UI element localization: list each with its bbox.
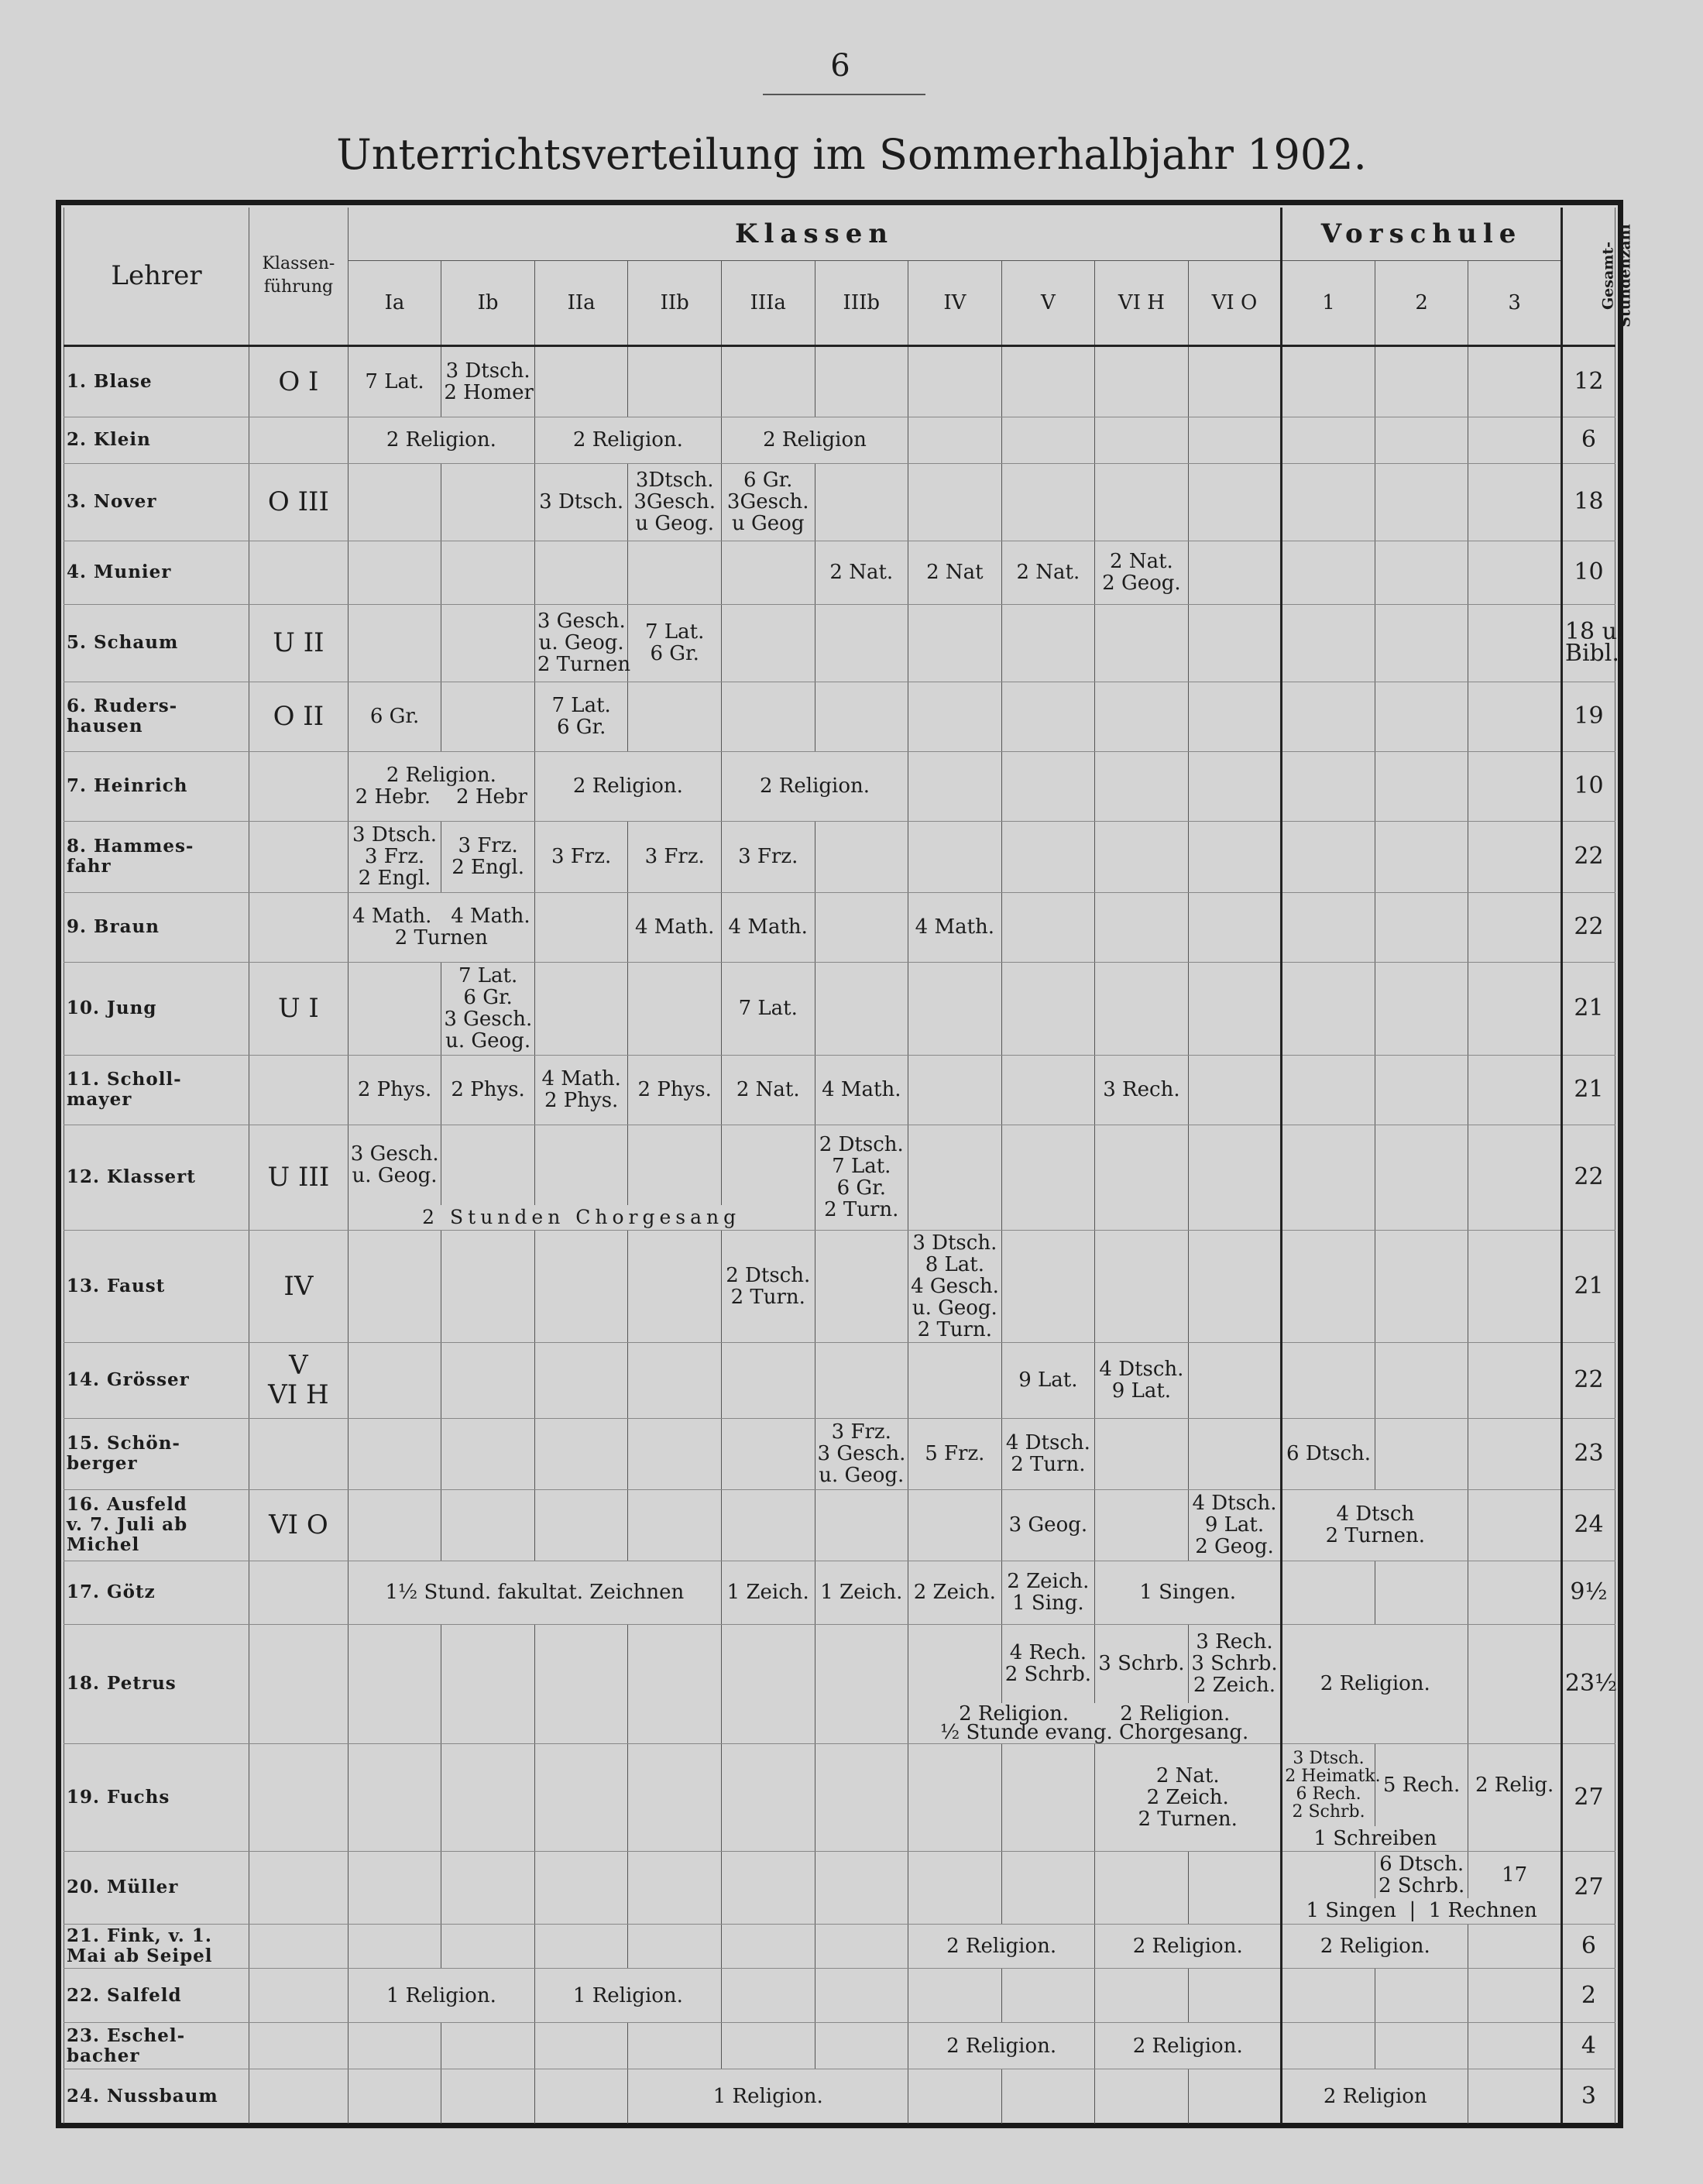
lesson-cell: 2 Religion — [721, 417, 908, 463]
lesson-cell: 2 Religion. — [534, 417, 721, 463]
lesson-cell: 3 Gesch. u. Geog. 2 Turnen — [534, 604, 628, 682]
lesson-cell: 2 Nat. — [721, 1055, 815, 1125]
total-hours: 6 — [1561, 417, 1615, 463]
lesson-cell: 1 Religion. — [628, 2069, 908, 2124]
page-number: 6 — [830, 48, 850, 84]
lesson-cell: 3Dtsch. 3Gesch. u Geog. — [628, 463, 722, 541]
teacher-name: 1. Blase — [64, 345, 249, 417]
total-hours: 10 — [1561, 751, 1615, 821]
header-klassen: Klassen — [348, 208, 1281, 260]
lesson-cell: 2 Nat. 2 Geog. — [1095, 541, 1189, 604]
teacher-name: 20. Müller — [64, 1851, 249, 1925]
lesson-cell: 3 Frz. — [628, 821, 722, 892]
lesson-cell: 3 Dtsch. 3 Frz. 2 Engl. — [348, 821, 441, 892]
class-leadership: O II — [249, 682, 348, 751]
lesson-cell: 1 Schreiben — [1282, 1826, 1468, 1852]
total-hours: 22 — [1561, 821, 1615, 892]
teacher-name: 15. Schön- berger — [64, 1418, 249, 1489]
class-leadership: U II — [249, 604, 348, 682]
class-leadership: IV — [249, 1230, 348, 1342]
class-header: IIIa — [721, 260, 815, 345]
lesson-cell: 4 Rech. 2 Schrb. — [1001, 1624, 1095, 1703]
page-number-rule — [763, 94, 925, 95]
lesson-cell: 2 Zeich. 1 Sing. — [1001, 1561, 1095, 1624]
lesson-cell: 3 Frz. 3 Gesch. u. Geog. — [815, 1418, 908, 1489]
teaching-distribution-table — [64, 208, 1634, 2124]
lesson-cell: 7 Lat. — [348, 345, 441, 417]
teacher-name: 9. Braun — [64, 892, 249, 962]
lesson-cell: 3 Dtsch. 8 Lat. 4 Gesch. u. Geog. 2 Turn. — [908, 1230, 1002, 1342]
class-leadership — [249, 1744, 348, 1852]
class-header: IIIb — [815, 260, 908, 345]
lesson-cell: 3 Frz. 2 Engl. — [441, 821, 535, 892]
class-header: V — [1001, 260, 1095, 345]
lesson-cell: 2 Religion. — [534, 751, 721, 821]
vorschule-header: 3 — [1468, 260, 1562, 345]
teacher-name: 22. Salfeld — [64, 1969, 249, 2023]
total-hours: 24 — [1561, 1489, 1615, 1561]
lesson-cell: 17 — [1468, 1851, 1562, 1898]
total-hours: 9½ — [1561, 1561, 1615, 1624]
class-leadership — [249, 541, 348, 604]
teacher-name: 7. Heinrich — [64, 751, 249, 821]
class-leadership — [249, 2023, 348, 2069]
class-leadership — [249, 751, 348, 821]
class-leadership — [249, 1418, 348, 1489]
lesson-cell: 3 Rech. — [1095, 1055, 1189, 1125]
class-header: VI O — [1188, 260, 1282, 345]
teacher-name: 11. Scholl- mayer — [64, 1055, 249, 1125]
lesson-cell: 2 Religion. — [1095, 1925, 1282, 1969]
teacher-name: 13. Faust — [64, 1230, 249, 1342]
vorschule-header: 1 — [1282, 260, 1375, 345]
class-leadership — [249, 1055, 348, 1125]
total-hours: 22 — [1561, 1342, 1615, 1418]
lesson-cell: 1 Singen | 1 Rechnen — [1282, 1898, 1562, 1925]
lesson-cell: 2 Nat. 2 Zeich. 2 Turnen. — [1095, 1744, 1282, 1852]
total-hours: 10 — [1561, 541, 1615, 604]
lesson-cell: 4 Dtsch. 9 Lat. 2 Geog. — [1188, 1489, 1282, 1561]
total-hours: 6 — [1561, 1925, 1615, 1969]
class-leadership — [249, 892, 348, 962]
teacher-name: 4. Munier — [64, 541, 249, 604]
lesson-cell: 2 Phys. — [348, 1055, 441, 1125]
lesson-cell: 4 Dtsch 2 Turnen. — [1282, 1489, 1468, 1561]
lesson-cell: 1 Religion. — [534, 1969, 721, 2023]
lesson-cell: 1 Religion. — [348, 1969, 534, 2023]
class-leadership: U III — [249, 1125, 348, 1230]
teacher-name: 19. Fuchs — [64, 1744, 249, 1852]
class-header: VI H — [1095, 260, 1189, 345]
lesson-cell: 4 Math. 2 Phys. — [534, 1055, 628, 1125]
teacher-name: 5. Schaum — [64, 604, 249, 682]
lesson-cell: 4 Dtsch. 9 Lat. — [1095, 1342, 1189, 1418]
lesson-cell: 4 Math. — [815, 1055, 908, 1125]
teacher-name: 3. Nover — [64, 463, 249, 541]
class-leadership: VI O — [249, 1489, 348, 1561]
lesson-cell: 2 Nat. — [815, 541, 908, 604]
lesson-cell: 1 Zeich. — [815, 1561, 908, 1624]
lesson-cell: 2 Religion. — [348, 417, 534, 463]
teacher-name: 18. Petrus — [64, 1624, 249, 1744]
lesson-cell: 2 Phys. — [628, 1055, 722, 1125]
total-hours: 21 — [1561, 1230, 1615, 1342]
lesson-cell: 9 Lat. — [1001, 1342, 1095, 1418]
lesson-cell: 4 Math. — [721, 892, 815, 962]
lesson-cell: 2 Religion. — [721, 751, 908, 821]
class-leadership — [249, 1624, 348, 1744]
lesson-cell: 2 Dtsch. 7 Lat. 6 Gr. 2 Turn. — [815, 1125, 908, 1230]
lesson-cell: 4 Math. — [908, 892, 1002, 962]
lesson-cell: 1½ Stund. fakultat. Zeichnen — [348, 1561, 721, 1624]
total-hours: 18 — [1561, 463, 1615, 541]
teacher-name: 12. Klassert — [64, 1125, 249, 1230]
lesson-cell: 3 Dtsch. 2 Heimatk. 6 Rech. 2 Schrb. — [1282, 1744, 1375, 1826]
lesson-cell: 2 Religion. — [1095, 2023, 1282, 2069]
total-hours: 12 — [1561, 345, 1615, 417]
lesson-cell: 2 Stunden Chorgesang — [348, 1205, 815, 1230]
total-hours: 27 — [1561, 1851, 1615, 1925]
total-hours: 23½ — [1561, 1624, 1615, 1744]
total-hours: 23 — [1561, 1418, 1615, 1489]
total-hours: 21 — [1561, 962, 1615, 1055]
lesson-cell: 3 Geog. — [1001, 1489, 1095, 1561]
lesson-cell: 2 Dtsch. 2 Turn. — [721, 1230, 815, 1342]
lesson-cell: 3 Rech. 3 Schrb. 2 Zeich. — [1188, 1624, 1282, 1703]
class-leadership — [249, 2069, 348, 2124]
lesson-cell: 4 Math. — [628, 892, 722, 962]
class-leadership: O I — [249, 345, 348, 417]
page-title: Unterrichtsverteilung im Sommerhalbjahr 1902. — [336, 130, 1367, 179]
total-hours: 22 — [1561, 1125, 1615, 1230]
class-header: Ib — [441, 260, 535, 345]
header-vorschule: Vorschule — [1282, 208, 1562, 260]
lesson-cell: 4 Math. 4 Math. 2 Turnen — [348, 892, 534, 962]
lesson-cell: 7 Lat. 6 Gr. 3 Gesch. u. Geog. — [441, 962, 535, 1055]
teacher-name: 6. Ruders- hausen — [64, 682, 249, 751]
class-leadership — [249, 1561, 348, 1624]
lesson-cell: 7 Lat. — [721, 962, 815, 1055]
lesson-cell: 5 Frz. — [908, 1418, 1002, 1489]
lesson-cell: 3 Frz. — [721, 821, 815, 892]
lesson-cell: 7 Lat. 6 Gr. — [628, 604, 722, 682]
lesson-cell: 2 Religion. 2 Religion. ½ Stunde evang. Chorgesang. — [908, 1703, 1282, 1744]
total-hours: 18 u. Bibl. — [1561, 604, 1615, 682]
lesson-cell: 3 Dtsch. 2 Homer — [441, 345, 535, 417]
lesson-cell: 6 Dtsch. 2 Schrb. — [1375, 1851, 1468, 1898]
total-hours: 4 — [1561, 2023, 1615, 2069]
lesson-cell: 3 Frz. — [534, 821, 628, 892]
lesson-cell: 3 Gesch. u. Geog. — [348, 1125, 441, 1205]
total-hours: 19 — [1561, 682, 1615, 751]
teacher-name: 14. Grösser — [64, 1342, 249, 1418]
lesson-cell: 2 Phys. — [441, 1055, 535, 1125]
header-gesamt: Gesamt- Stundenzahl — [1561, 208, 1615, 345]
teacher-name: 2. Klein — [64, 417, 249, 463]
lesson-cell: 2 Religion. — [1282, 1925, 1468, 1969]
teacher-name: 21. Fink, v. 1. Mai ab Seipel — [64, 1925, 249, 1969]
teacher-name: 24. Nussbaum — [64, 2069, 249, 2124]
total-hours: 3 — [1561, 2069, 1615, 2124]
class-leadership: U I — [249, 962, 348, 1055]
lesson-cell: 3 Dtsch. — [534, 463, 628, 541]
class-leadership — [249, 417, 348, 463]
lesson-cell: 2 Religion. — [908, 2023, 1095, 2069]
class-leadership: O III — [249, 463, 348, 541]
lesson-cell: 2 Nat. — [1001, 541, 1095, 604]
lesson-cell: 2 Nat — [908, 541, 1002, 604]
class-leadership — [249, 821, 348, 892]
teacher-name: 8. Hammes- fahr — [64, 821, 249, 892]
class-leadership — [249, 1969, 348, 2023]
total-hours: 22 — [1561, 892, 1615, 962]
lesson-cell: 5 Rech. — [1375, 1744, 1468, 1826]
lesson-cell: 6 Gr. — [348, 682, 441, 751]
teacher-name: 23. Eschel- bacher — [64, 2023, 249, 2069]
vorschule-header: 2 — [1375, 260, 1468, 345]
lesson-cell: 7 Lat. 6 Gr. — [534, 682, 628, 751]
lesson-cell: 2 Zeich. — [908, 1561, 1002, 1624]
teacher-name: 16. Ausfeld v. 7. Juli ab Michel — [64, 1489, 249, 1561]
class-header: IV — [908, 260, 1002, 345]
lesson-cell: 2 Religion. — [908, 1925, 1095, 1969]
lesson-cell: 6 Gr. 3Gesch. u Geog — [721, 463, 815, 541]
class-header: Ia — [348, 260, 441, 345]
lesson-cell: 3 Schrb. — [1095, 1624, 1189, 1703]
lesson-cell: 1 Zeich. — [721, 1561, 815, 1624]
lesson-cell: 2 Religion — [1282, 2069, 1468, 2124]
total-hours: 21 — [1561, 1055, 1615, 1125]
total-hours: 2 — [1561, 1969, 1615, 2023]
lesson-cell: 2 Religion. — [1282, 1624, 1468, 1744]
lesson-cell: 1 Singen. — [1095, 1561, 1282, 1624]
lesson-cell: 6 Dtsch. — [1282, 1418, 1375, 1489]
class-leadership — [249, 1925, 348, 1969]
header-lehrer: Lehrer — [64, 208, 249, 345]
teacher-name: 10. Jung — [64, 962, 249, 1055]
lesson-cell: 4 Dtsch. 2 Turn. — [1001, 1418, 1095, 1489]
class-header: IIa — [534, 260, 628, 345]
header-klassenfuehrung: Klassen- führung — [249, 208, 348, 345]
teacher-name: 17. Götz — [64, 1561, 249, 1624]
class-leadership: V VI H — [249, 1342, 348, 1418]
class-leadership — [249, 1851, 348, 1925]
total-hours: 27 — [1561, 1744, 1615, 1852]
lesson-cell: 2 Religion. 2 Hebr. 2 Hebr — [348, 751, 534, 821]
lesson-cell: 2 Relig. — [1468, 1744, 1562, 1826]
class-header: IIb — [628, 260, 722, 345]
